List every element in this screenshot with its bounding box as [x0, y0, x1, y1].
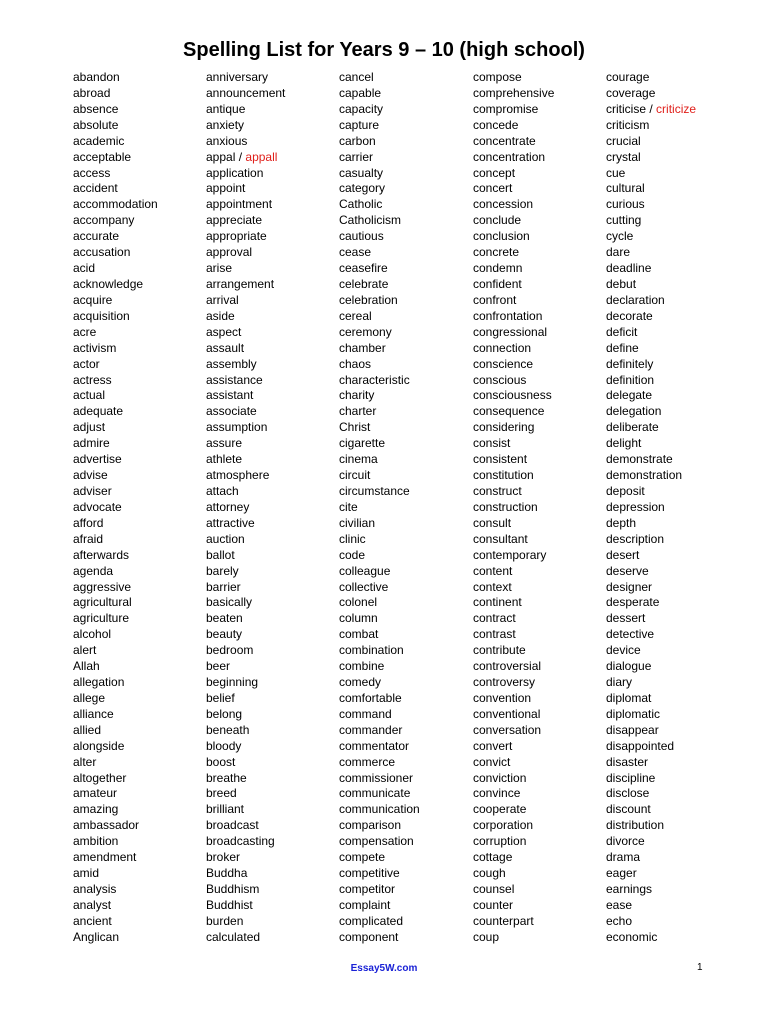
word-item: aggressive — [73, 579, 132, 594]
word-item: athlete — [206, 452, 243, 467]
word-item: competitive — [339, 866, 400, 881]
word-item: concession — [473, 197, 534, 212]
word-item: compose — [473, 70, 522, 84]
word-item: disappointed — [606, 738, 675, 753]
word-item: accompany — [73, 213, 135, 228]
word-item: consequence — [473, 404, 545, 419]
word-item: corporation — [473, 818, 534, 833]
word-item: deposit — [606, 483, 645, 498]
word-item: economic — [606, 929, 658, 944]
word-item: anxiety — [206, 117, 245, 132]
word-item: broadcasting — [206, 834, 275, 849]
word-item: concept — [473, 165, 516, 180]
word-item: convince — [473, 786, 521, 801]
word-item: context — [473, 579, 512, 594]
word-item: diplomat — [606, 690, 652, 705]
word-item: Anglican — [73, 929, 120, 944]
word-column-3 — [339, 70, 471, 946]
word-item: compensation — [339, 834, 414, 849]
word-item: antique — [206, 101, 246, 116]
footer-site-text[interactable]: Essay5W.com — [350, 963, 418, 974]
word-item: arise — [206, 261, 233, 276]
word-item: advise — [73, 468, 108, 483]
footer-site-link[interactable] — [0, 963, 768, 974]
word-item: delight — [606, 436, 642, 451]
word-item: attorney — [206, 499, 250, 514]
word-item: concrete — [473, 245, 520, 260]
word-item: circuit — [339, 468, 371, 483]
word-item: agenda — [73, 563, 114, 578]
word-item: appropriate — [206, 229, 267, 244]
word-item: barrier — [206, 579, 241, 594]
word-item: application — [206, 165, 264, 180]
word-item: constitution — [473, 468, 534, 483]
word-item: concede — [473, 117, 519, 132]
word-item: contract — [473, 611, 516, 626]
word-item: desert — [606, 547, 640, 562]
word-item: description — [606, 531, 665, 546]
word-item: cooperate — [473, 802, 527, 817]
word-item: absence — [73, 101, 119, 116]
word-item: accommodation — [73, 197, 158, 212]
word-item: controversy — [473, 675, 536, 690]
word-item: coup — [473, 929, 500, 944]
word-item: allege — [73, 690, 106, 705]
word-item: decorate — [606, 308, 653, 323]
word-item: detective — [606, 627, 655, 642]
word-item: combat — [339, 627, 379, 642]
word-item: distribution — [606, 818, 665, 833]
word-item: allegation — [73, 675, 125, 690]
word-item: communicate — [339, 786, 411, 801]
word-item: consciousness — [473, 388, 552, 403]
word-item: cycle — [606, 229, 634, 244]
word-column-5 — [606, 70, 738, 946]
word-item: cough — [473, 866, 506, 881]
word-primary: appal — [206, 149, 236, 164]
word-primary: criticise — [606, 101, 647, 116]
page-title: Spelling List for Years 9 – 10 (high school) — [183, 39, 585, 61]
word-item: cancel — [339, 70, 374, 84]
word-item: cultural — [606, 181, 645, 196]
word-item: adjust — [73, 420, 106, 435]
word-item: belong — [206, 706, 243, 721]
word-item: comfortable — [339, 690, 402, 705]
word-item: accurate — [73, 229, 120, 244]
word-item: crystal — [606, 149, 641, 164]
word-item: burden — [206, 913, 244, 928]
word-column-1 — [73, 70, 205, 946]
word-item: afraid — [73, 531, 104, 546]
word-item: advocate — [73, 499, 122, 514]
word-item: diary — [606, 675, 633, 690]
word-item: assembly — [206, 356, 257, 371]
word-item: auction — [206, 531, 245, 546]
word-item: consult — [473, 515, 512, 530]
word-item: acceptable — [73, 149, 132, 164]
word-item: casualty — [339, 165, 384, 180]
word-item: cutting — [606, 213, 642, 228]
word-item: ease — [606, 897, 633, 912]
word-item: demonstration — [606, 468, 683, 483]
word-item: academic — [73, 133, 125, 148]
word-item: broadcast — [206, 818, 259, 833]
word-item: complicated — [339, 913, 404, 928]
word-item: appoint — [206, 181, 246, 196]
word-item: confront — [473, 292, 517, 307]
word-item: comedy — [339, 675, 382, 690]
word-item: construct — [473, 483, 522, 498]
word-item: consultant — [473, 531, 528, 546]
word-item: Buddhist — [206, 897, 253, 912]
word-item: characteristic — [339, 372, 410, 387]
word-item: associate — [206, 404, 257, 419]
word-item: colleague — [339, 563, 391, 578]
word-item: alongside — [73, 738, 125, 753]
word-item: counter — [473, 897, 514, 912]
word-item: attractive — [206, 515, 255, 530]
word-item: content — [473, 563, 513, 578]
word-item: aside — [206, 308, 235, 323]
word-item: chaos — [339, 356, 372, 371]
word-item: afterwards — [73, 547, 130, 562]
word-item: actress — [73, 372, 112, 387]
word-item: acquisition — [73, 308, 130, 323]
word-item: attach — [206, 483, 239, 498]
word-item: courage — [606, 70, 650, 84]
word-item: basically — [206, 595, 253, 610]
word-item: arrival — [206, 292, 239, 307]
word-item: barely — [206, 563, 239, 578]
word-item: cite — [339, 499, 358, 514]
word-item: deliberate — [606, 420, 659, 435]
word-item: convert — [473, 738, 513, 753]
word-item: analyst — [73, 897, 112, 912]
word-item: commerce — [339, 754, 396, 769]
word-item: analysis — [73, 882, 117, 897]
word-item: amid — [73, 866, 100, 881]
word-item: anxious — [206, 133, 248, 148]
word-item: component — [339, 929, 399, 944]
word-item: alliance — [73, 706, 114, 721]
word-item: competitor — [339, 882, 396, 897]
word-item: broker — [206, 850, 241, 865]
word-item: beer — [206, 659, 231, 674]
word-item: cinema — [339, 452, 378, 467]
word-item: Catholic — [339, 197, 383, 212]
word-item: amateur — [73, 786, 118, 801]
page-number: 1 — [697, 962, 703, 973]
word-item: contemporary — [473, 547, 547, 562]
word-item: convention — [473, 690, 532, 705]
word-item: comprehensive — [473, 85, 555, 100]
word-item: comparison — [339, 818, 402, 833]
word-item: curious — [606, 197, 645, 212]
word-item: contrast — [473, 627, 516, 642]
word-item: carrier — [339, 149, 374, 164]
word-item: cottage — [473, 850, 513, 865]
word-item: define — [606, 340, 639, 355]
word-item: accusation — [73, 245, 131, 260]
word-item: communication — [339, 802, 420, 817]
word-separator: / — [646, 101, 657, 116]
word-item: appointment — [206, 197, 273, 212]
word-item: concentration — [473, 149, 546, 164]
word-item: combination — [339, 643, 404, 658]
word-item: acquire — [73, 292, 113, 307]
word-item: access — [73, 165, 111, 180]
word-item: deadline — [606, 261, 652, 276]
word-item: absolute — [73, 117, 119, 132]
word-item: convict — [473, 754, 511, 769]
word-item: declaration — [606, 292, 665, 307]
word-item: confrontation — [473, 308, 543, 323]
word-item: charity — [339, 388, 375, 403]
word-item: acknowledge — [73, 276, 144, 291]
word-item: deserve — [606, 563, 649, 578]
word-item: accident — [73, 181, 118, 196]
word-item: civilian — [339, 515, 376, 530]
word-item: capable — [339, 85, 382, 100]
word-column-2 — [206, 70, 338, 946]
word-item: clinic — [339, 531, 366, 546]
word-item: controversial — [473, 659, 542, 674]
word-item: conclusion — [473, 229, 530, 244]
word-item: capacity — [339, 101, 384, 116]
word-item: bedroom — [206, 643, 254, 658]
word-item: command — [339, 706, 392, 721]
word-item: boost — [206, 754, 236, 769]
word-item: demonstrate — [606, 452, 673, 467]
word-item: appreciate — [206, 213, 263, 228]
word-item: assumption — [206, 420, 268, 435]
word-item — [206, 150, 338, 166]
word-item: chamber — [339, 340, 386, 355]
word-item: celebration — [339, 292, 398, 307]
word-item: earnings — [606, 882, 653, 897]
word-item: capture — [339, 117, 380, 132]
word-item: compete — [339, 850, 386, 865]
word-item: agricultural — [73, 595, 132, 610]
word-item: counterpart — [473, 913, 534, 928]
word-item: dialogue — [606, 659, 652, 674]
word-item: actor — [73, 356, 100, 371]
word-item: conscience — [473, 356, 534, 371]
word-item: alter — [73, 754, 97, 769]
word-item: abroad — [73, 85, 111, 100]
word-item: connection — [473, 340, 532, 355]
word-item: delegate — [606, 388, 653, 403]
word-item: desperate — [606, 595, 660, 610]
word-item: aspect — [206, 324, 242, 339]
word-item: colonel — [339, 595, 378, 610]
word-item: cease — [339, 245, 372, 260]
word-item: anniversary — [206, 70, 269, 84]
word-item: code — [339, 547, 366, 562]
word-item: definitely — [606, 356, 654, 371]
word-item: device — [606, 643, 641, 658]
word-item: commentator — [339, 738, 410, 753]
word-item: cautious — [339, 229, 384, 244]
word-item: conviction — [473, 770, 527, 785]
word-item: atmosphere — [206, 468, 270, 483]
word-item: concentrate — [473, 133, 536, 148]
word-item: amendment — [73, 850, 137, 865]
word-item: arrangement — [206, 276, 275, 291]
word-item: acre — [73, 324, 97, 339]
word-item: conscious — [473, 372, 527, 387]
word-item: discount — [606, 802, 651, 817]
word-item: assure — [206, 436, 243, 451]
word-item: debut — [606, 276, 637, 291]
word-item: circumstance — [339, 483, 410, 498]
word-item: adviser — [73, 483, 112, 498]
word-item: consistent — [473, 452, 528, 467]
word-item: assault — [206, 340, 245, 355]
word-item: Christ — [339, 420, 371, 435]
word-item: compromise — [473, 101, 539, 116]
word-item: counsel — [473, 882, 515, 897]
word-item: Allah — [73, 659, 100, 674]
word-item: commander — [339, 722, 403, 737]
word-item: charter — [339, 404, 377, 419]
word-item: ballot — [206, 547, 235, 562]
word-item: diplomatic — [606, 706, 661, 721]
word-item: cigarette — [339, 436, 386, 451]
word-item: considering — [473, 420, 535, 435]
word-item: afford — [73, 515, 104, 530]
word-item: Buddha — [206, 866, 248, 881]
word-item: Buddhism — [206, 882, 260, 897]
word-item: beaten — [206, 611, 243, 626]
word-item: consist — [473, 436, 511, 451]
word-item: ambition — [73, 834, 119, 849]
word-item: assistance — [206, 372, 263, 387]
word-item: disaster — [606, 754, 649, 769]
word-item: concert — [473, 181, 513, 196]
word-item: disclose — [606, 786, 650, 801]
word-columns — [0, 70, 768, 950]
word-item: brilliant — [206, 802, 245, 817]
word-item: calculated — [206, 929, 261, 944]
word-item: crucial — [606, 133, 641, 148]
word-item: dare — [606, 245, 631, 260]
word-item: actual — [73, 388, 106, 403]
word-item: continent — [473, 595, 522, 610]
word-item: condemn — [473, 261, 523, 276]
word-item: ancient — [73, 913, 112, 928]
word-item: echo — [606, 913, 633, 928]
word-item: conversation — [473, 722, 542, 737]
word-item: confident — [473, 276, 522, 291]
word-item: acid — [73, 261, 96, 276]
word-separator: / — [235, 149, 246, 164]
word-item: ambassador — [73, 818, 140, 833]
word-item: dessert — [606, 611, 646, 626]
word-item: amazing — [73, 802, 119, 817]
word-item: definition — [606, 372, 655, 387]
word-item: deficit — [606, 324, 638, 339]
word-item: criticism — [606, 117, 650, 132]
word-item: activism — [73, 340, 117, 355]
word-item: ceremony — [339, 324, 392, 339]
word-item: collective — [339, 579, 389, 594]
word-item: coverage — [606, 85, 656, 100]
word-item: commissioner — [339, 770, 414, 785]
word-item: disappear — [606, 722, 659, 737]
word-item: admire — [73, 436, 110, 451]
word-item: depth — [606, 515, 637, 530]
word-item: divorce — [606, 834, 645, 849]
word-item: discipline — [606, 770, 656, 785]
word-item: construction — [473, 499, 538, 514]
word-item: alert — [73, 643, 97, 658]
word-item: allied — [73, 722, 102, 737]
word-item: cereal — [339, 308, 372, 323]
word-item: assistant — [206, 388, 254, 403]
word-item: delegation — [606, 404, 662, 419]
word-item: abandon — [73, 70, 120, 84]
word-item: designer — [606, 579, 653, 594]
word-item: contribute — [473, 643, 526, 658]
word-item: corruption — [473, 834, 527, 849]
word-item: drama — [606, 850, 641, 865]
word-item: carbon — [339, 133, 376, 148]
word-item: ceasefire — [339, 261, 388, 276]
word-item: approval — [206, 245, 253, 260]
word-item: combine — [339, 659, 385, 674]
word-alternate-spelling: appall — [245, 149, 278, 164]
word-item: category — [339, 181, 386, 196]
word-item: conventional — [473, 706, 541, 721]
word-item: announcement — [206, 85, 286, 100]
word-item: column — [339, 611, 378, 626]
word-item: beneath — [206, 722, 250, 737]
word-item: beauty — [206, 627, 243, 642]
word-item — [606, 102, 738, 118]
word-item: conclude — [473, 213, 522, 228]
word-item: adequate — [73, 404, 124, 419]
word-item: depression — [606, 499, 665, 514]
word-item: breathe — [206, 770, 247, 785]
word-item: eager — [606, 866, 637, 881]
word-item: Catholicism — [339, 213, 402, 228]
word-item: bloody — [206, 738, 242, 753]
word-item: breed — [206, 786, 237, 801]
word-column-4 — [473, 70, 605, 946]
word-item: agriculture — [73, 611, 130, 626]
word-item: complaint — [339, 897, 391, 912]
word-item: cue — [606, 165, 626, 180]
word-item: belief — [206, 690, 235, 705]
word-item: alcohol — [73, 627, 112, 642]
word-item: altogether — [73, 770, 127, 785]
word-item: congressional — [473, 324, 548, 339]
word-item: beginning — [206, 675, 259, 690]
word-item: celebrate — [339, 276, 389, 291]
word-item: advertise — [73, 452, 122, 467]
word-alternate-spelling: criticize — [656, 101, 697, 116]
